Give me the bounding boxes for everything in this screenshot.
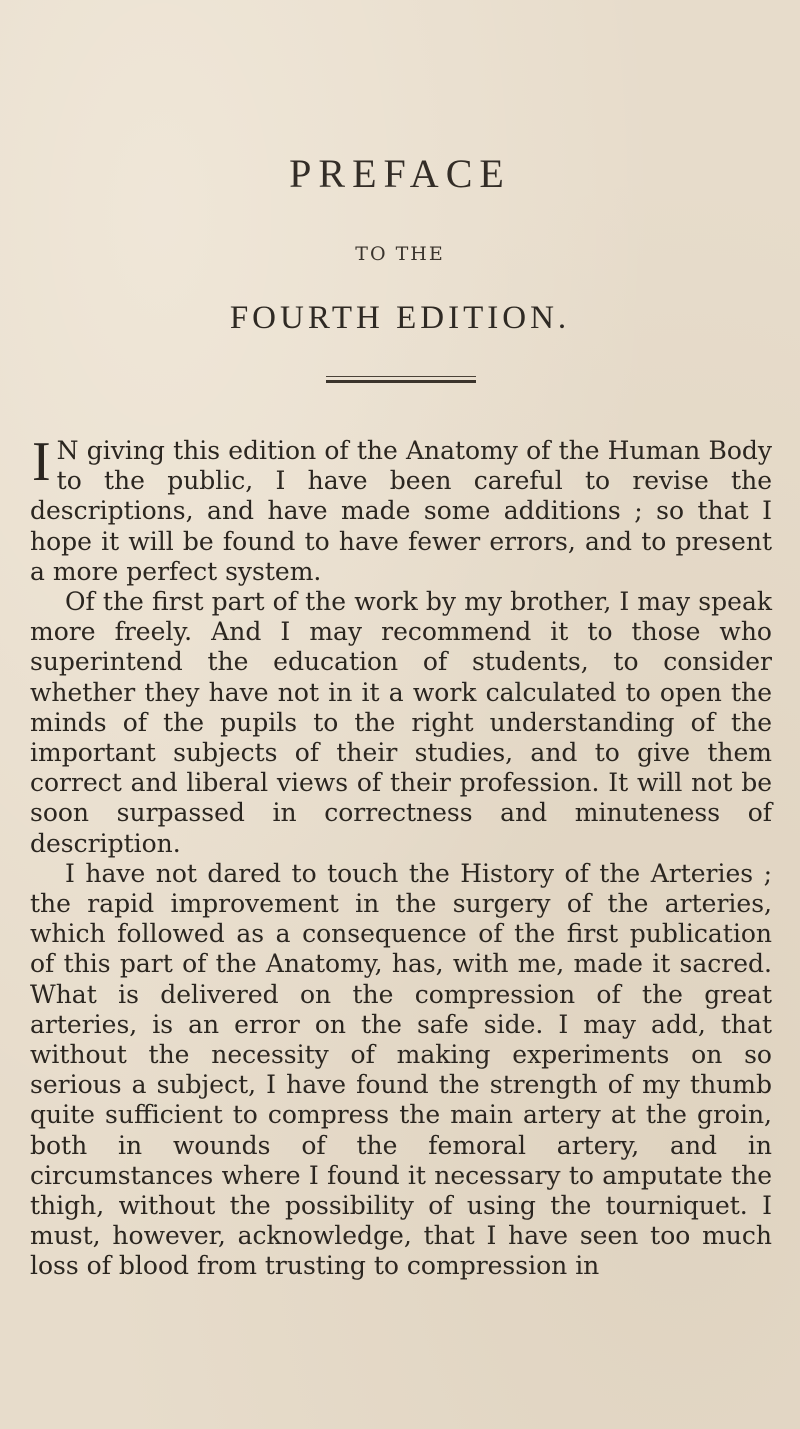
- paragraph-1-text: N giving this edition of the Anatomy of the Human Body to the public, I have been careful to revise the descriptions, and have made some additions ; so that I hope it will be found to have fewer errors, and to present a more perfect system.: [30, 436, 772, 586]
- divider-thick-line: [326, 380, 476, 383]
- preface-body: [30, 431, 772, 1282]
- edition-title: FOURTH EDITION.: [229, 300, 571, 336]
- paragraph-2: Of the first part of the work by my brother, I may speak more freely. And I may recommend it to those who superintend the education of students, to consider whether they have not in it a work calculated to open the minds of the pupils to the right understanding of the important subjects of their studies, and to give them correct and liberal views of their profession. It will not be soon surpassed in correctness and minuteness of description.: [30, 587, 772, 858]
- paragraph-1: [30, 431, 772, 587]
- drop-cap: I: [32, 431, 51, 493]
- paragraph-3: I have not dared to touch the History of the Arteries ; the rapid improvement in the surgery of the arteries, which followed as a consequence of the first publication of this part of the Anatomy, has, with me, made it sacred. What is delivered on the compression of the great arteries, is an error on the safe side. I may add, that without the necessity of making experiments on so serious a subject, I have found the strength of my thumb quite sufficient to compress the main artery at the groin, both in wounds of the femoral artery, and in circumstances where I found it necessary to amputate the thigh, without the possibility of using the tourniquet. I must, however, acknowledge, that I have seen too much loss of blood from trusting to compression in: [30, 858, 772, 1281]
- title-connector: TO THE: [355, 243, 445, 265]
- divider-thin-line: [326, 376, 476, 377]
- page-title: PREFACE: [289, 151, 511, 196]
